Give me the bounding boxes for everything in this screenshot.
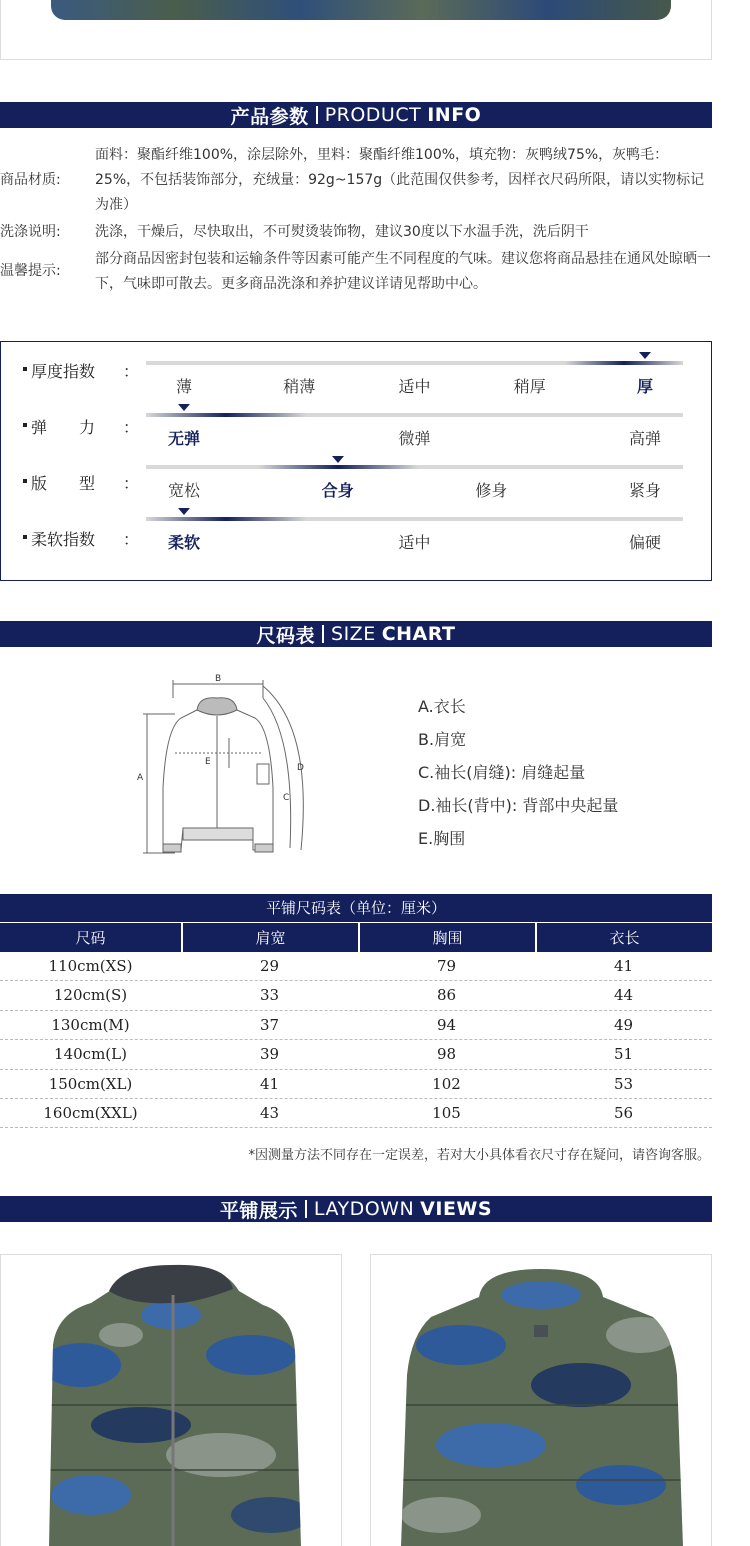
attribute-label-0: 厚度指数 bbox=[31, 359, 95, 382]
table-cell: 41 bbox=[259, 1074, 280, 1093]
attribute-option: 合身 bbox=[321, 481, 354, 500]
size-chart-header bbox=[0, 621, 712, 647]
table-cell: 120cm(S) bbox=[53, 986, 128, 1005]
table-cell: 41 bbox=[613, 957, 634, 975]
table-cell: 105 bbox=[432, 1103, 461, 1122]
selected-pointer-icon bbox=[332, 456, 344, 463]
table-cell: 56 bbox=[613, 1103, 634, 1122]
laydown-header bbox=[0, 1196, 712, 1222]
measure-item-e: E.胸围 bbox=[418, 829, 466, 848]
attribute-option: 适中 bbox=[398, 533, 431, 552]
table-cell: 53 bbox=[613, 1074, 634, 1093]
attribute-option: 紧身 bbox=[628, 481, 662, 500]
selected-pointer-icon bbox=[178, 404, 190, 411]
material-label: 商品材质: bbox=[0, 172, 61, 188]
attribute-selected-highlight bbox=[146, 413, 306, 417]
vest-back-image bbox=[371, 1255, 712, 1546]
attribute-selected-highlight bbox=[565, 361, 683, 365]
selected-pointer-icon bbox=[178, 508, 190, 515]
washing-row bbox=[0, 220, 712, 245]
attribute-option: 柔软 bbox=[167, 533, 201, 552]
material-row bbox=[0, 143, 712, 218]
attribute-selected-highlight bbox=[146, 517, 306, 521]
size-table-header bbox=[0, 922, 712, 952]
table-cell: 98 bbox=[436, 1045, 457, 1064]
product-info-header bbox=[0, 102, 712, 128]
tips-text: 部分商品因密封包装和运输条件等因素可能产生不同程度的气味。建议您将商品悬挂在通风处晾晒一下，气味即可散去。更多商品洗涤和养护建议详请见帮助中心。 bbox=[95, 251, 711, 292]
attribute-colon: ： bbox=[123, 418, 140, 437]
table-row bbox=[0, 1099, 712, 1128]
table-cell: 79 bbox=[436, 957, 457, 975]
measure-list bbox=[418, 690, 618, 855]
attribute-option: 修身 bbox=[475, 481, 508, 500]
vest-photo-bottom-edge bbox=[51, 0, 671, 20]
washing-text: 洗涤，干燥后，尽快取出，不可熨烫装饰物，建议30度以下水温手洗，洗后阴干 bbox=[95, 224, 589, 240]
product-info-header-en-bold: INFO bbox=[427, 104, 482, 126]
jacket-diagram-icon bbox=[135, 668, 315, 868]
figure-letter-c: C bbox=[283, 793, 290, 803]
measure-item-d: D.袖长(背中): 背部中央起量 bbox=[418, 796, 619, 815]
table-cell: 140cm(L) bbox=[54, 1045, 127, 1064]
laydown-header-cn: 平铺展示 bbox=[219, 1199, 298, 1222]
laydown-header-en-bold: VIEWS bbox=[420, 1198, 493, 1220]
table-row bbox=[0, 952, 712, 981]
measure-item-b: B.肩宽 bbox=[418, 730, 467, 749]
table-cell: 49 bbox=[613, 1015, 634, 1034]
attribute-option: 微弹 bbox=[398, 429, 431, 448]
size-table-title: 平铺尺码表（单位：厘米） bbox=[0, 894, 712, 922]
attribute-option: 高弹 bbox=[628, 429, 662, 448]
size-note: *因测量方法不同存在一定误差，若对大小具体看衣尺寸存在疑问，请咨询客服。 bbox=[248, 1148, 710, 1163]
attribute-option: 薄 bbox=[175, 377, 193, 396]
column-size: 尺码 bbox=[0, 922, 181, 952]
attribute-colon: ： bbox=[123, 362, 140, 381]
tips-label: 温馨提示: bbox=[0, 263, 61, 279]
table-cell: 94 bbox=[436, 1015, 457, 1034]
washing-label: 洗涤说明: bbox=[0, 224, 61, 240]
measure-item-a: A.衣长 bbox=[418, 697, 466, 716]
tips-row bbox=[0, 247, 712, 297]
header-divider bbox=[305, 1200, 307, 1218]
column-length: 衣长 bbox=[535, 922, 712, 952]
product-info-header-en: PRODUCT bbox=[324, 104, 422, 126]
attribute-colon: ： bbox=[123, 474, 140, 493]
size-chart-header-en: SIZE bbox=[331, 623, 376, 645]
table-cell: 86 bbox=[436, 986, 457, 1005]
attribute-box bbox=[0, 341, 712, 581]
measure-item-c: C.袖长(肩缝): 肩缝起量 bbox=[418, 763, 586, 782]
table-cell: 43 bbox=[259, 1103, 280, 1122]
column-shoulder: 肩宽 bbox=[181, 922, 358, 952]
selected-pointer-icon bbox=[639, 352, 651, 359]
table-cell: 44 bbox=[613, 986, 634, 1005]
table-row bbox=[0, 1011, 712, 1040]
table-cell: 130cm(M) bbox=[51, 1015, 130, 1034]
attribute-label-3: 柔软指数 bbox=[31, 527, 95, 550]
attribute-option: 稍厚 bbox=[513, 377, 546, 396]
figure-letter-e: E bbox=[205, 757, 211, 767]
table-row bbox=[0, 1070, 712, 1099]
laydown-header-en: LAYDOWN bbox=[313, 1198, 415, 1220]
product-info-header-cn: 产品参数 bbox=[230, 105, 309, 128]
size-table-body bbox=[0, 952, 712, 1128]
attribute-label-2: 版 型 bbox=[31, 471, 95, 494]
figure-letter-b: B bbox=[215, 674, 222, 684]
size-chart-header-cn: 尺码表 bbox=[256, 624, 316, 647]
vest-back-view bbox=[370, 1254, 712, 1546]
top-photo-frame bbox=[0, 0, 712, 60]
attribute-option: 宽松 bbox=[167, 481, 201, 500]
attribute-option: 稍薄 bbox=[283, 377, 316, 396]
column-chest: 胸围 bbox=[358, 922, 535, 952]
figure-letter-a: A bbox=[137, 773, 144, 783]
figure-letter-d: D bbox=[297, 763, 304, 773]
table-cell: 29 bbox=[259, 957, 280, 975]
attribute-option: 适中 bbox=[398, 377, 431, 396]
table-cell: 102 bbox=[432, 1074, 461, 1093]
attribute-label-1: 弹 力 bbox=[31, 415, 95, 438]
table-cell: 160cm(XXL) bbox=[43, 1103, 138, 1122]
attribute-colon: ： bbox=[123, 530, 140, 549]
attribute-option: 无弹 bbox=[167, 429, 201, 448]
attribute-selected-highlight bbox=[258, 465, 418, 469]
header-divider bbox=[322, 625, 324, 643]
table-row bbox=[0, 1040, 712, 1069]
table-cell: 110cm(XS) bbox=[48, 957, 133, 975]
table-cell: 150cm(XL) bbox=[48, 1074, 133, 1093]
vest-front-view bbox=[0, 1254, 342, 1546]
size-chart-header-en-bold: CHART bbox=[381, 623, 456, 645]
table-cell: 51 bbox=[613, 1045, 634, 1064]
table-cell: 33 bbox=[259, 986, 280, 1005]
attribute-option: 厚 bbox=[636, 377, 654, 396]
header-divider bbox=[316, 106, 318, 124]
jacket-measurement-figure bbox=[135, 668, 315, 868]
material-text: 面料：聚酯纤维100%，涂层除外，里料：聚酯纤维100%，填充物：灰鸭绒75%，灰鸭毛：25%，不包括装饰部分，充绒量：92g~157g（此范围仅供参考，因样衣尺码所限，请以实物标记为准） bbox=[95, 147, 705, 213]
table-row bbox=[0, 981, 712, 1010]
vest-front-image bbox=[1, 1255, 342, 1546]
attribute-option: 偏硬 bbox=[628, 533, 662, 552]
table-cell: 39 bbox=[259, 1045, 280, 1064]
table-cell: 37 bbox=[259, 1015, 280, 1034]
